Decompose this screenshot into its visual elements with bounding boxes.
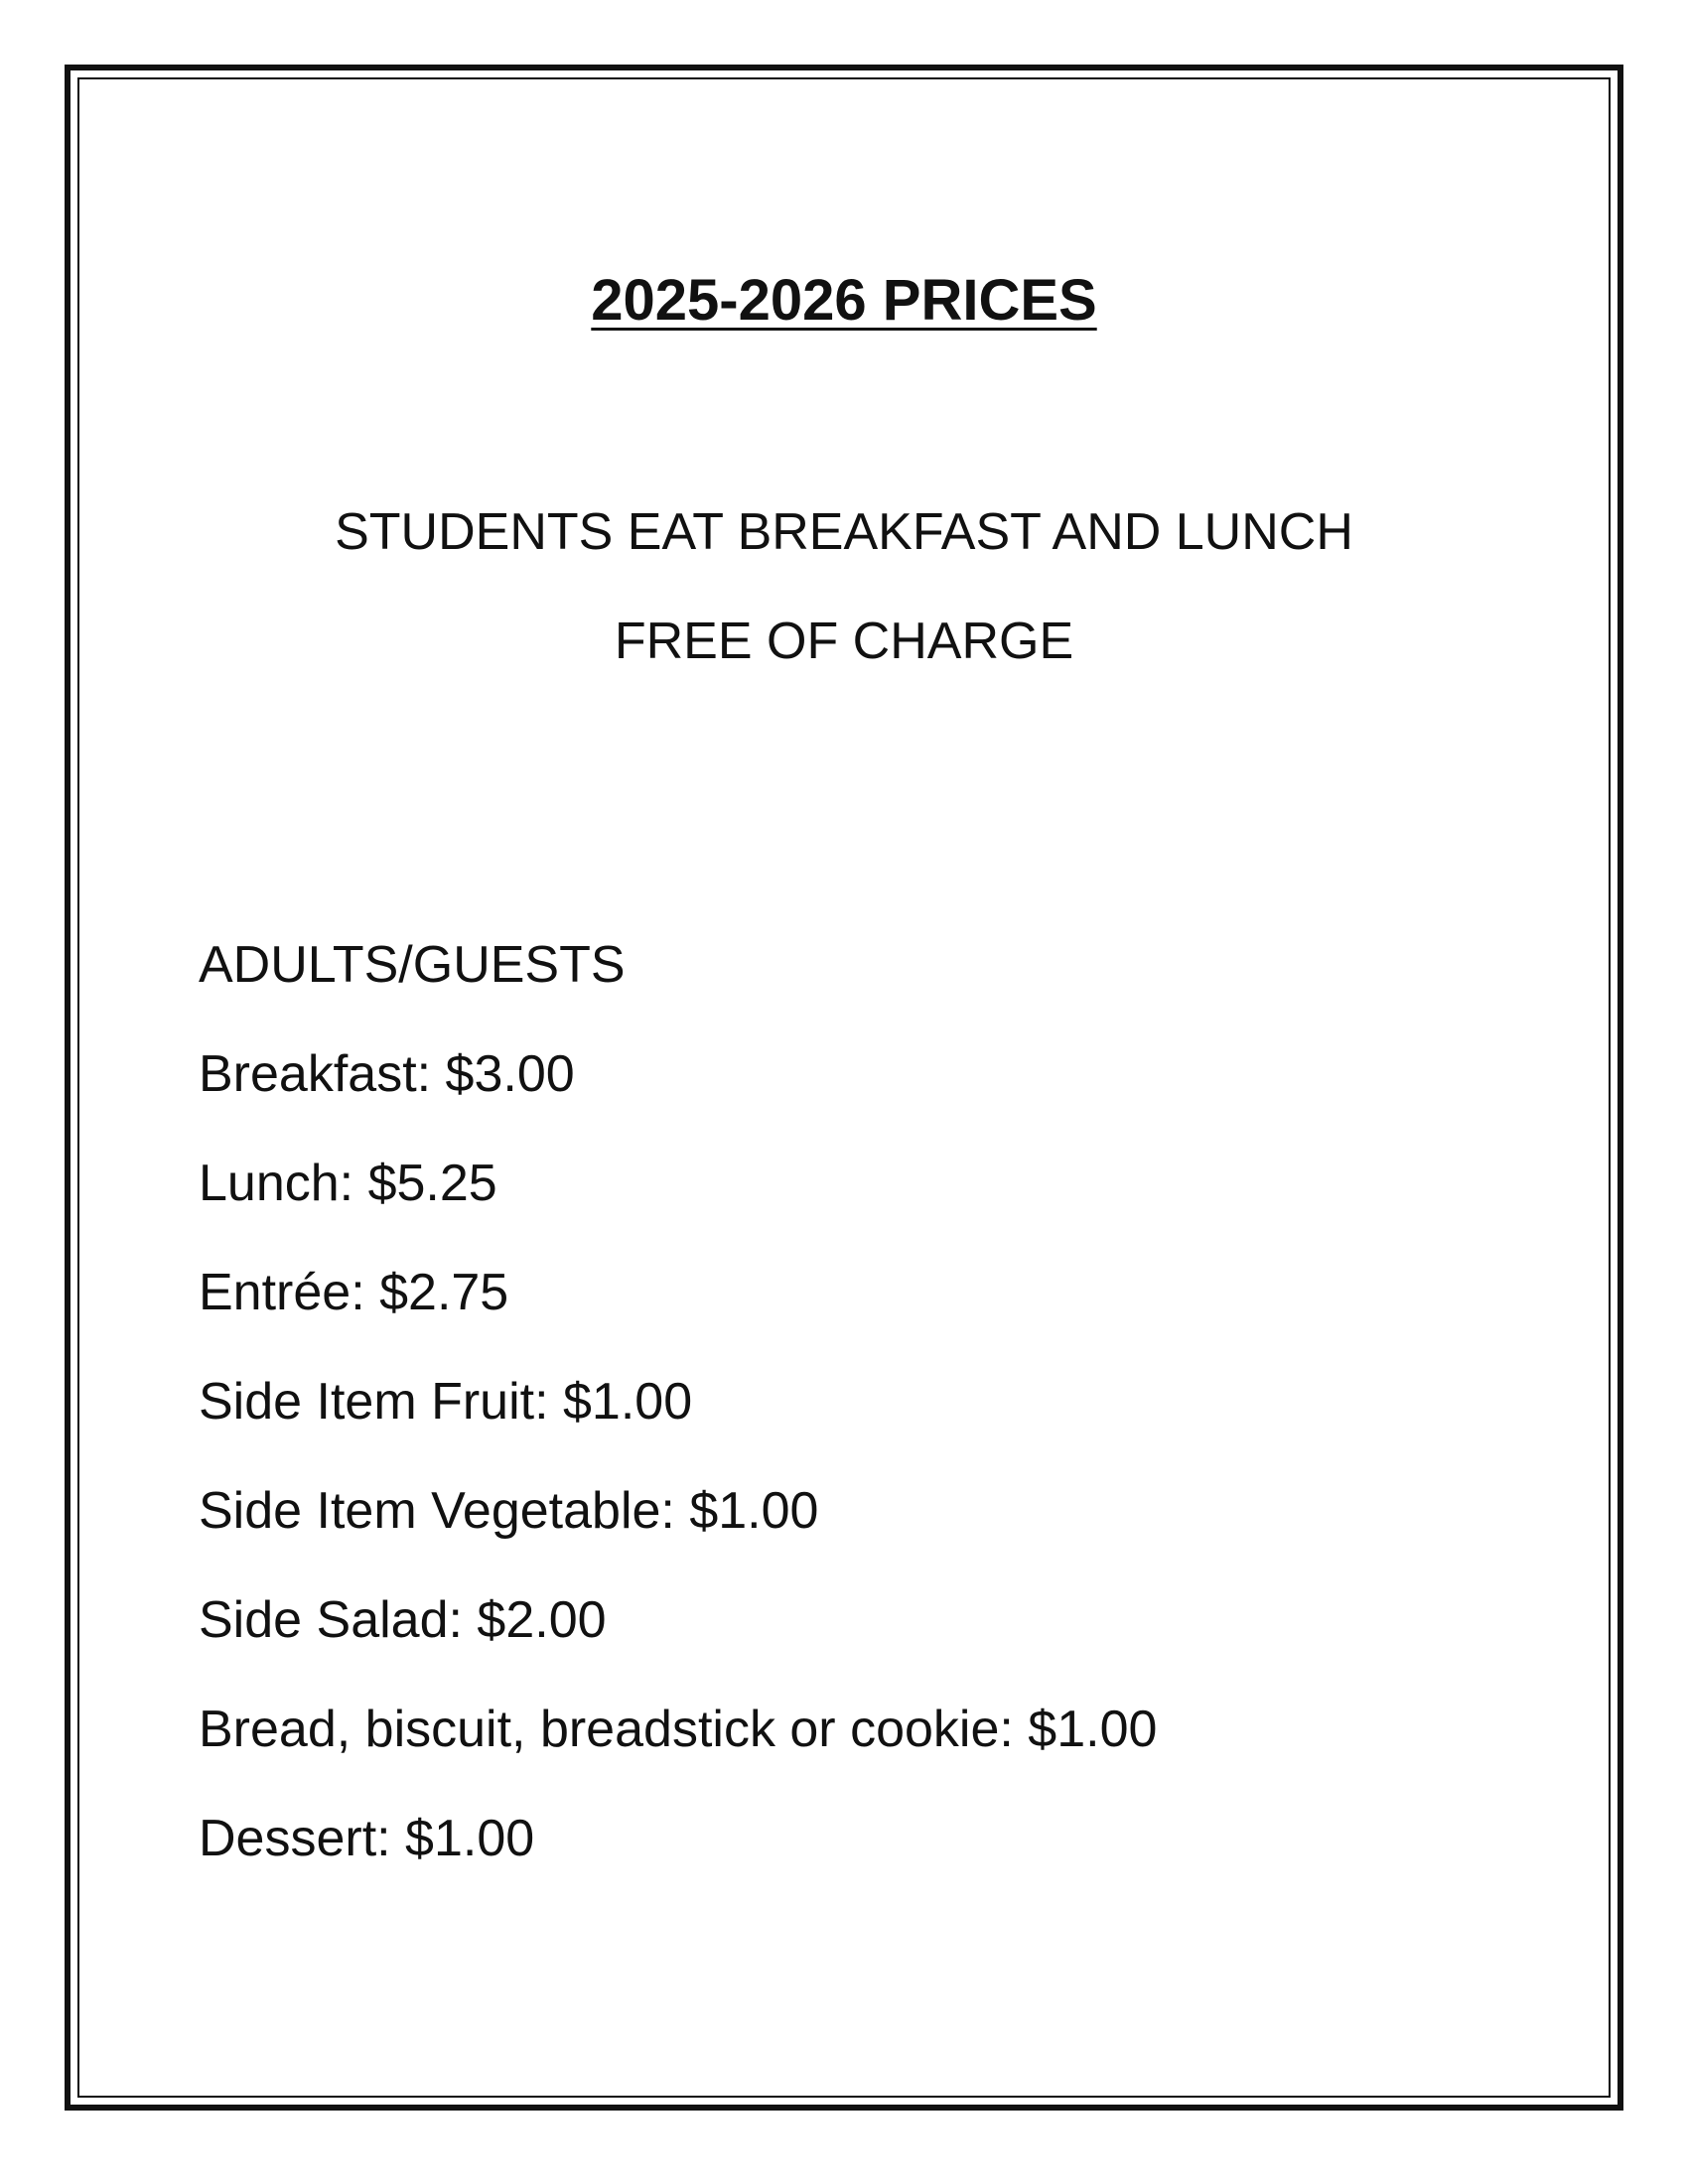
- adult-section-heading: ADULTS/GUESTS: [199, 936, 626, 994]
- adult-price-list: [199, 933, 1157, 1916]
- page-title: [0, 266, 1688, 336]
- price-item-side-vegetable: Side Item Vegetable: $1.00: [199, 1482, 819, 1540]
- students-notice-line-2: FREE OF CHARGE: [614, 613, 1074, 670]
- price-item-side-fruit: Side Item Fruit: $1.00: [199, 1373, 693, 1431]
- price-item-side-salad: Side Salad: $2.00: [199, 1591, 607, 1649]
- price-item-breakfast: Breakfast: $3.00: [199, 1045, 575, 1103]
- price-item-lunch: Lunch: $5.25: [199, 1155, 497, 1212]
- price-item-bread: Bread, biscuit, breadstick or cookie: $1.00: [199, 1701, 1158, 1758]
- price-item-dessert: Dessert: $1.00: [199, 1810, 535, 1867]
- page-title-text: 2025-2026 PRICES: [591, 268, 1097, 333]
- price-item-entree: Entrée: $2.75: [199, 1264, 509, 1321]
- students-notice-line-1: STUDENTS EAT BREAKFAST AND LUNCH: [335, 503, 1353, 561]
